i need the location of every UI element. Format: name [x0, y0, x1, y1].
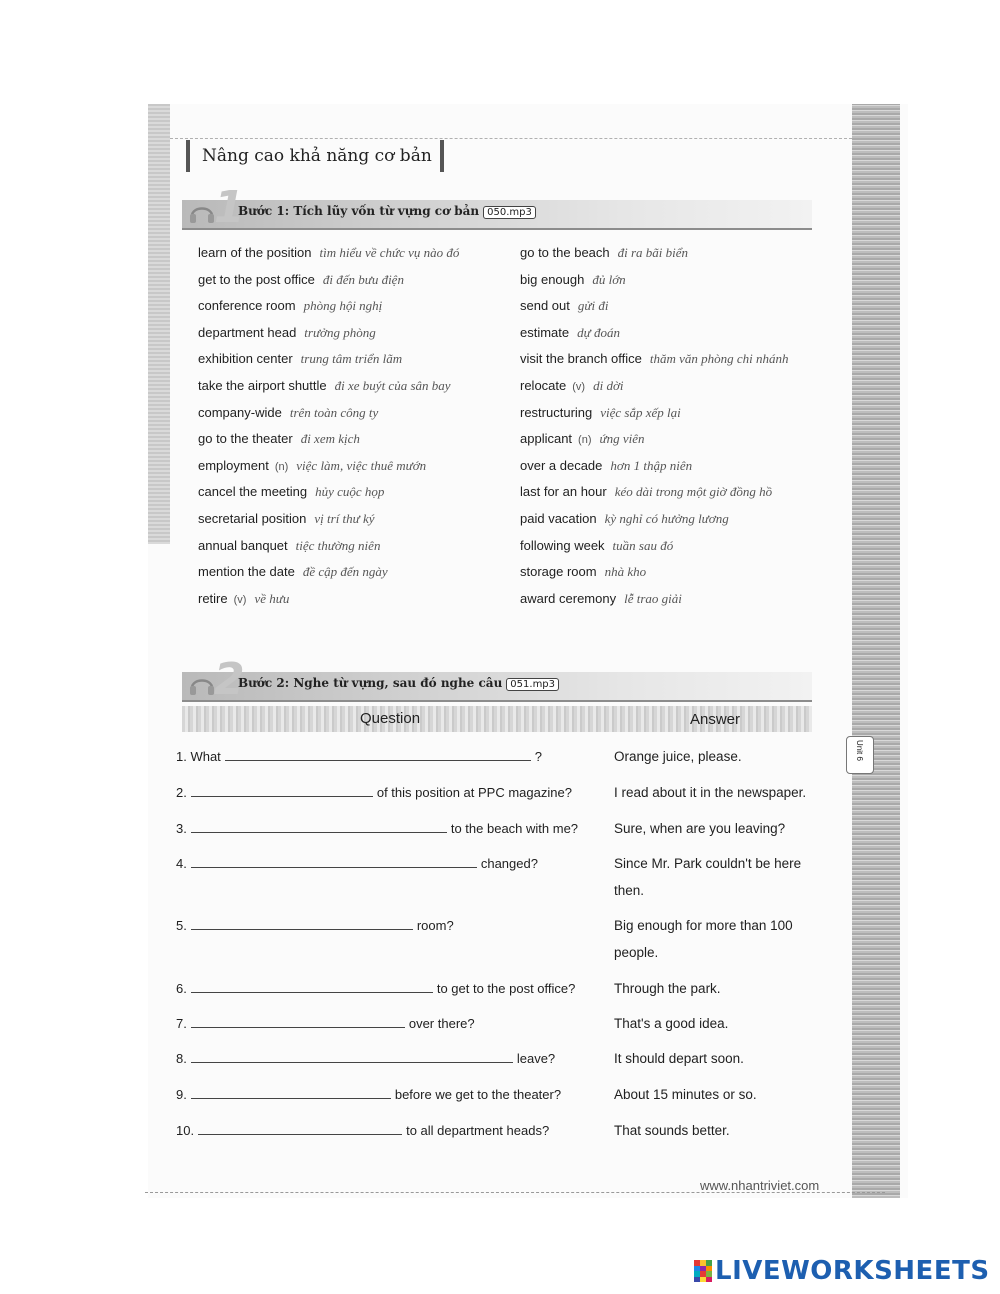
vocab-term: big enough — [520, 271, 585, 287]
vocab-item — [520, 373, 850, 400]
question-text: of this position at PPC magazine? — [376, 785, 572, 800]
vocab-item — [198, 346, 528, 373]
question-number: 8. — [176, 1051, 187, 1066]
step2-audio-badge: 051.mp3 — [506, 678, 559, 691]
answer-text: I read about it in the newspaper. — [614, 785, 807, 800]
vocab-term: relocate — [520, 377, 567, 393]
answer-text: That sounds better. — [614, 1123, 730, 1138]
vocab-translation: thăm văn phòng chi nhánh — [649, 351, 789, 367]
vocab-term: department head — [198, 324, 297, 340]
question-number: 3. — [176, 821, 187, 836]
step2-number: 2 — [214, 654, 245, 705]
vocab-translation: tiệc thường niên — [295, 537, 381, 553]
vocab-translation: ứng viên — [599, 431, 645, 447]
question-number: 6. — [176, 981, 187, 996]
answer-blank[interactable] — [191, 1052, 513, 1063]
vocab-item — [520, 267, 850, 294]
vocab-translation: trên toàn công ty — [289, 404, 379, 420]
vocab-term: go to the beach — [520, 245, 610, 260]
vocab-item — [520, 479, 850, 506]
vocab-term: visit the branch office — [520, 351, 642, 367]
vocab-translation: kéo dài trong một giờ đồng hồ — [614, 484, 773, 500]
answer-text: That's a good idea. — [614, 1016, 729, 1031]
question-text: room? — [416, 918, 454, 933]
answer-blank[interactable] — [225, 750, 531, 761]
question-row — [176, 1051, 555, 1066]
vocab-term: get to the post office — [198, 271, 315, 287]
scan-shadow-left — [148, 104, 170, 544]
vocab-translation: đủ lớn — [592, 271, 626, 287]
vocab-term: learn of the position — [198, 245, 312, 260]
vocab-term: employment — [198, 457, 269, 473]
vocab-translation: trung tâm triển lãm — [300, 351, 403, 367]
question-text: to the beach with me? — [450, 821, 579, 836]
question-text: to get to the post office? — [436, 981, 576, 996]
vocab-item — [520, 533, 850, 560]
vocab-part-of-speech: (v) — [572, 380, 586, 393]
qa-table-header — [182, 706, 812, 732]
vocab-item — [198, 533, 528, 560]
step2-title-text: Bước 2: Nghe từ vựng, sau đó nghe câu — [238, 676, 503, 690]
vocab-translation: kỳ nghỉ có hưởng lương — [604, 510, 729, 526]
vocab-term: applicant — [520, 431, 573, 447]
headphones-icon — [188, 202, 216, 224]
vocab-item — [520, 400, 850, 427]
question-number: 7. — [176, 1016, 187, 1031]
vocab-term: over a decade — [520, 457, 603, 473]
vocab-item — [198, 586, 528, 613]
question-row — [176, 1087, 561, 1102]
answer-blank[interactable] — [191, 857, 477, 868]
question-number: 4. — [176, 856, 187, 871]
vocab-translation: gửi đi — [577, 298, 609, 314]
vocab-term: annual banquet — [198, 537, 288, 553]
question-row — [176, 749, 542, 764]
vocab-term: cancel the meeting — [198, 484, 308, 500]
vocab-term: take the airport shuttle — [198, 377, 327, 393]
step1-title-text: Bước 1: Tích lũy vốn từ vựng cơ bản — [238, 204, 480, 218]
vocab-translation: nhà kho — [604, 564, 647, 580]
question-column-header: Question — [360, 710, 421, 727]
vocab-item — [520, 346, 850, 373]
vocab-translation: đề cập đến ngày — [302, 564, 388, 580]
scan-shadow-right — [852, 104, 900, 1198]
question-row — [176, 1016, 475, 1031]
vocab-term: secretarial position — [198, 510, 307, 526]
vocab-translation: tuần sau đó — [612, 537, 674, 553]
vocab-translation: việc làm, việc thuê mướn — [296, 457, 427, 473]
vocab-item — [520, 453, 850, 480]
vocab-list-right — [520, 240, 850, 612]
brand-name: LIVEWORKSHEETS — [715, 1256, 990, 1286]
vocab-item — [198, 426, 528, 453]
question-row — [176, 856, 538, 871]
vocab-term: estimate — [520, 324, 570, 340]
question-number: 1. What — [176, 749, 221, 764]
vocab-translation: lễ trao giải — [624, 590, 682, 606]
vocab-translation: vị trí thư ký — [314, 510, 375, 526]
vocab-translation: dự đoán — [577, 324, 620, 340]
vocab-part-of-speech: (n) — [578, 434, 592, 447]
vocab-translation: đi đến bưu điện — [322, 271, 404, 287]
question-row — [176, 785, 572, 800]
question-text: to all department heads? — [406, 1123, 550, 1138]
step1-number: 1 — [214, 182, 245, 233]
vocab-item — [520, 426, 850, 453]
answer-blank[interactable] — [191, 919, 413, 930]
vocab-term: paid vacation — [520, 510, 597, 526]
vocab-translation: đi xem kịch — [300, 431, 360, 447]
answer-text: Sure, when are you leaving? — [614, 821, 786, 836]
vocab-item — [520, 506, 850, 533]
vocab-term: award ceremony — [520, 590, 617, 606]
vocab-term: exhibition center — [198, 351, 293, 367]
vocab-term: go to the theater — [198, 431, 293, 447]
step1-title — [238, 204, 536, 219]
question-number: 2. — [176, 785, 187, 800]
vocab-term: send out — [520, 298, 570, 314]
question-text: ? — [534, 749, 543, 764]
vocab-part-of-speech: (n) — [274, 460, 289, 473]
vocab-item — [198, 267, 528, 294]
step1-audio-badge: 050.mp3 — [483, 206, 536, 219]
top-divider — [170, 138, 852, 139]
answer-text: It should depart soon. — [614, 1051, 744, 1066]
vocab-item — [198, 320, 528, 347]
answer-blank[interactable] — [191, 982, 433, 993]
answer-blank[interactable] — [191, 1088, 391, 1099]
step2-title — [238, 676, 559, 691]
vocab-translation: đi ra bãi biển — [617, 245, 689, 260]
vocab-translation: tìm hiểu về chức vụ nào đó — [319, 245, 460, 260]
vocab-translation: hủy cuộc họp — [315, 484, 385, 500]
vocab-item — [198, 506, 528, 533]
question-row — [176, 821, 578, 836]
vocab-term: restructuring — [520, 404, 593, 420]
vocab-translation: phòng hội nghị — [303, 298, 383, 314]
vocab-item — [520, 586, 850, 613]
unit-tab — [846, 736, 874, 774]
question-text: over there? — [408, 1016, 475, 1031]
answer-text: About 15 minutes or so. — [614, 1087, 757, 1102]
vocab-part-of-speech: (v) — [233, 593, 247, 606]
unit-tab-label: Unit 6 — [854, 740, 864, 761]
page-title: Nâng cao khả năng cơ bản — [186, 140, 444, 172]
vocab-term: last for an hour — [520, 484, 607, 500]
vocab-item — [198, 453, 528, 480]
headphones-icon — [188, 674, 216, 696]
vocab-item — [520, 320, 850, 347]
answer-column-header: Answer — [690, 711, 741, 728]
question-text: before we get to the theater? — [394, 1087, 562, 1102]
vocab-term: following week — [520, 537, 605, 553]
logo-grid-icon — [694, 1260, 712, 1282]
vocab-translation: về hưu — [254, 590, 290, 606]
question-number: 10. — [176, 1123, 195, 1138]
question-row — [176, 918, 454, 933]
vocab-term: company-wide — [198, 404, 282, 420]
question-text: leave? — [516, 1051, 556, 1066]
vocab-item — [198, 293, 528, 320]
answer-blank[interactable] — [191, 1017, 405, 1028]
vocab-translation: đi xe buýt của sân bay — [334, 377, 451, 393]
vocab-list-left — [198, 240, 528, 612]
vocab-translation: hơn 1 thập niên — [610, 457, 693, 473]
answer-text: Through the park. — [614, 981, 721, 996]
question-row — [176, 1123, 549, 1138]
liveworksheets-logo — [694, 1256, 990, 1286]
step1-header — [182, 182, 812, 233]
vocab-term: mention the date — [198, 564, 295, 580]
answer-text: Orange juice, please. — [614, 749, 742, 764]
vocab-translation: di dời — [593, 377, 624, 393]
footer-url: www.nhantriviet.com — [700, 1178, 820, 1193]
question-number: 5. — [176, 918, 187, 933]
answer-blank[interactable] — [191, 822, 447, 833]
answer-blank[interactable] — [191, 786, 373, 797]
answer-text: Big enough for more than 100 people. — [614, 918, 793, 960]
vocab-item — [520, 293, 850, 320]
answer-blank[interactable] — [198, 1124, 402, 1135]
vocab-item — [520, 240, 850, 267]
vocab-term: conference room — [198, 298, 296, 314]
question-text: changed? — [480, 856, 538, 871]
question-row — [176, 981, 575, 996]
vocab-item — [198, 400, 528, 427]
vocab-translation: việc sắp xếp lại — [600, 404, 681, 420]
vocab-translation: trưởng phòng — [304, 324, 376, 340]
question-number: 9. — [176, 1087, 187, 1102]
vocab-term: storage room — [520, 564, 597, 580]
vocab-item — [198, 373, 528, 400]
vocab-term: retire — [198, 590, 228, 606]
vocab-item — [198, 479, 528, 506]
step2-header — [182, 654, 812, 705]
answer-text: Since Mr. Park couldn't be here then. — [614, 856, 802, 898]
vocab-item — [198, 559, 528, 586]
vocab-item — [520, 559, 850, 586]
vocab-item — [198, 240, 528, 267]
